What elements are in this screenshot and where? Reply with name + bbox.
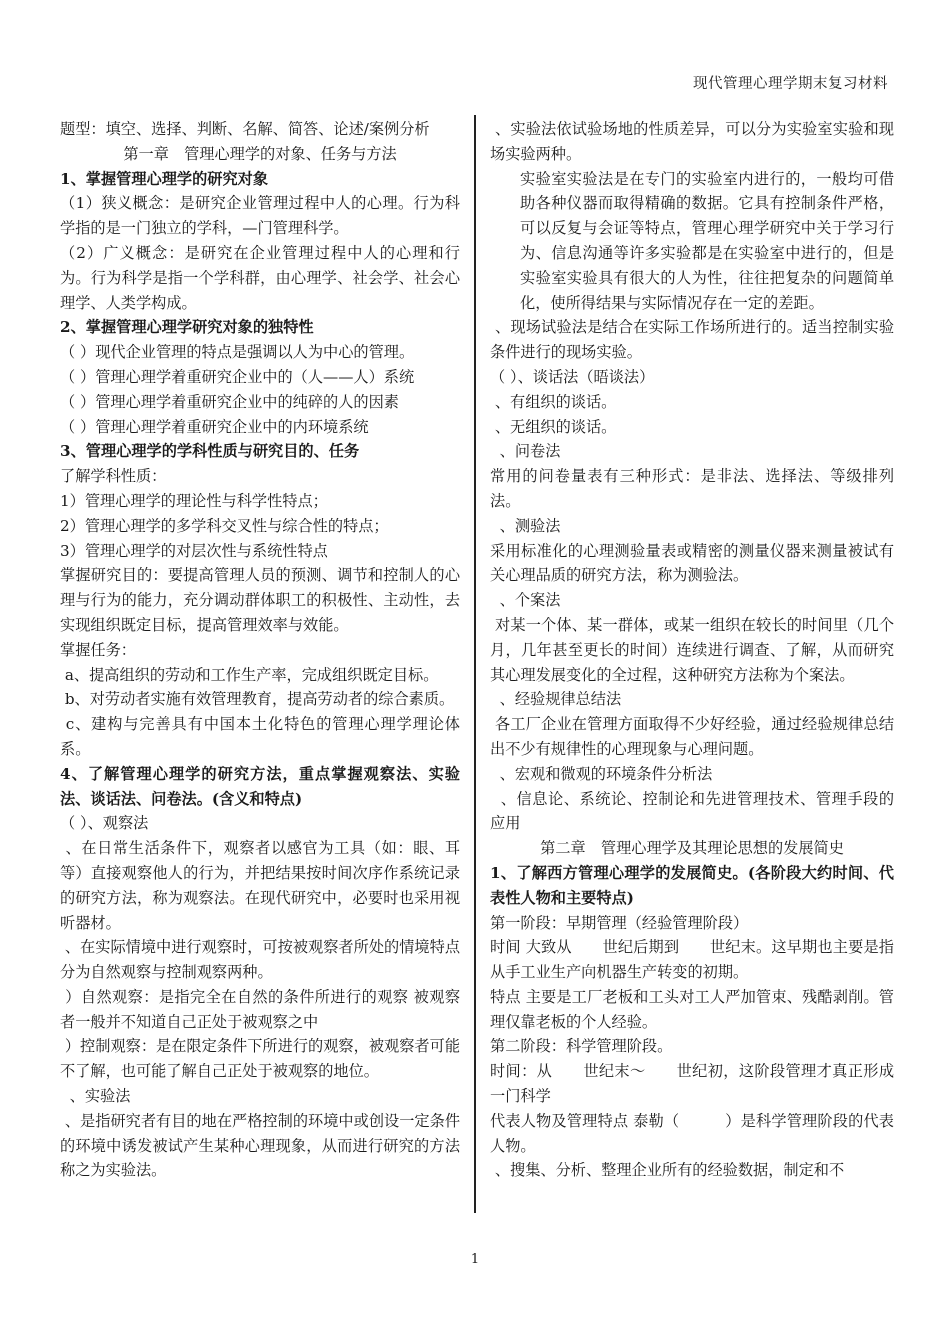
list-item: 、有组织的谈话。: [490, 392, 617, 411]
list-item: b、对劳动者实施有效管理教育，提高劳动者的综合素质。: [60, 690, 455, 709]
paragraph: 、实验法依试验场地的性质差异，可以分为实验室实验和现场实验两种。: [490, 120, 895, 163]
chapter-2-title: 第二章 管理心理学及其理论思想的发展简史: [540, 839, 844, 858]
section-heading: 4、了解管理心理学的研究方法，重点掌握观察法、实验法、谈话法、问卷法。(含义和特点): [60, 764, 460, 808]
section-heading: 1、了解西方管理心理学的发展简史。(各阶段大约时间、代表性人物和主要特点): [490, 863, 894, 907]
section-heading: 3、管理心理学的学科性质与研究目的、任务: [60, 442, 360, 461]
subheading: （ ）、谈话法（晤谈法）: [490, 367, 655, 386]
left-column: [60, 117, 460, 1183]
page-number: 1: [470, 1252, 480, 1267]
paragraph: 、在日常生活条件下，观察者以感官为工具（如：眼、耳等）直接观察他人的行为，并把结果按时间次序作系统记录的研究方法，称为观察法。在现代研究中，必要时也采用视听器材。: [60, 839, 461, 932]
paragraph: 、现场试验法是结合在实际工作场所进行的。适当控制实验条件进行的现场实验。: [490, 318, 895, 362]
paragraph: 、搜集、分析、整理企业所有的经验数据，制定和不: [490, 1161, 845, 1180]
paragraph: 、在实际情境中进行观察时，可按被观察者所处的情境特点分为自然观察与控制观察两种。: [60, 938, 461, 982]
paragraph: ）自然观察：是指完全在自然的条件所进行的观察 被观察者一般并不知道自己正处于被观察之中: [60, 987, 461, 1031]
list-item: 1）管理心理学的理论性与科学性特点；: [60, 491, 328, 510]
section-heading: 2、掌握管理心理学研究对象的独特性: [60, 318, 314, 337]
list-item: 3）管理心理学的对层次性与系统性特点: [60, 541, 328, 560]
paragraph: 采用标准化的心理测验量表或精密的测量仪器来测量被试有关心理品质的研究方法，称为测验法。: [490, 541, 894, 585]
subheading: 、个案法: [490, 591, 561, 610]
paragraph: （1）狭义概念：是研究企业管理过程中人的心理。行为科学指的是一门独立的学科，—门管理科学。: [60, 194, 460, 238]
subheading: 、实验法: [60, 1087, 131, 1106]
paragraph: 各工厂企业在管理方面取得不少好经验，通过经验规律总结出不少有规律性的心理现象与心理问题。: [490, 715, 895, 758]
paragraph: （2）广义概念：是研究在企业管理过程中人的心理和行为。行为科学是指一个学科群，由心理学、社会学、社会心理学、人类学构成。: [60, 243, 460, 312]
subheading: 、测验法: [490, 516, 561, 535]
paragraph: 常用的问卷量表有三种形式：是非法、选择法、等级排列法。: [490, 467, 894, 510]
subheading: 、问卷法: [490, 442, 561, 461]
subheading: （ ）、观察法: [60, 814, 149, 833]
list-item: （ ）管理心理学着重研究企业中的纯碎的人的因素: [60, 392, 399, 411]
list-item: a、提高组织的劳动和工作生产率，完成组织既定目标。: [60, 665, 439, 684]
paragraph: 实验室实验法是在专门的实验室内进行的，一般均可借助各种仪器而取得精确的数据。它具有控制条件严格，可以反复与会证等特点，管理心理学研究中关于学习行为、信息沟通等许多实验都是在实验室中进行的，但是实验室实验具有很大的人为性，往往把复杂的问题简单化，使所得结果与实际情况存在一定的差距。: [520, 169, 894, 312]
paragraph: 对某一个体、某一群体，或某一组织在较长的时间里（几个月，几年甚至更长的时间）连续进行调查、了解，从而研究其心理发展变化的全过程，这种研究方法称为个案法。: [490, 615, 895, 684]
right-column: [490, 117, 894, 1183]
paragraph: 时间：从 世纪末～ 世纪初，这阶段管理才真正形成一门科学: [490, 1062, 894, 1106]
paragraph: 特点 主要是工厂老板和工头对工人严加管束、残酷剥削。管理仅靠老板的个人经验。: [490, 987, 894, 1031]
section-heading: 1、掌握管理心理学的研究对象: [60, 169, 269, 188]
paragraph: 代表人物及管理特点 泰勒（ ）是科学管理阶段的代表人物。: [490, 1111, 894, 1155]
paragraph: 掌握任务：: [60, 640, 136, 659]
paragraph: 、信息论、系统论、控制论和先进管理技术、管理手段的应用: [490, 789, 895, 833]
paragraph: 第一阶段：早期管理（经验管理阶段）: [490, 913, 749, 932]
subheading: 、经验规律总结法: [490, 690, 622, 709]
list-item: （ ）管理心理学着重研究企业中的（人——人）系统: [60, 367, 415, 386]
question-types-line: 题型：填空、选择、判断、名解、简答、论述/案例分析: [60, 120, 430, 138]
paragraph: 、是指研究者有目的地在严格控制的环境中或创设一定条件的环境中诱发被试产生某种心理现象，从而进行研究的方法称之为实验法。: [60, 1111, 461, 1180]
list-item: （ ）管理心理学着重研究企业中的内环境系统: [60, 417, 369, 436]
paragraph: 了解学科性质：: [60, 467, 167, 486]
subheading: 、宏观和微观的环境条件分析法: [490, 764, 713, 783]
paragraph: 掌握研究目的：要提高管理人员的预测、调节和控制人的心理与行为的能力，充分调动群体职工的积极性、主动性，去实现组织既定目标，提高管理效率与效能。: [60, 566, 460, 634]
list-item: 2）管理心理学的多学科交叉性与综合性的特点；: [60, 516, 389, 535]
list-item: c、建构与完善具有中国本土化特色的管理心理学理论体系。: [60, 715, 460, 758]
column-divider: [474, 115, 476, 1213]
paragraph: 时间 大致从 世纪后期到 世纪末。这早期也主要是指从手工业生产向机器生产转变的初期。: [490, 938, 894, 982]
document-header-title: 现代管理心理学期末复习材料: [693, 76, 888, 92]
chapter-1-title: 第一章 管理心理学的对象、任务与方法: [123, 144, 397, 163]
paragraph: ）控制观察：是在限定条件下所进行的观察，被观察者可能不了解，也可能了解自己正处于被观察的地位。: [60, 1037, 461, 1081]
list-item: （ ）现代企业管理的特点是强调以人为中心的管理。: [60, 343, 415, 362]
paragraph: 第二阶段：科学管理阶段。: [490, 1037, 673, 1056]
list-item: 、无组织的谈话。: [490, 417, 617, 436]
